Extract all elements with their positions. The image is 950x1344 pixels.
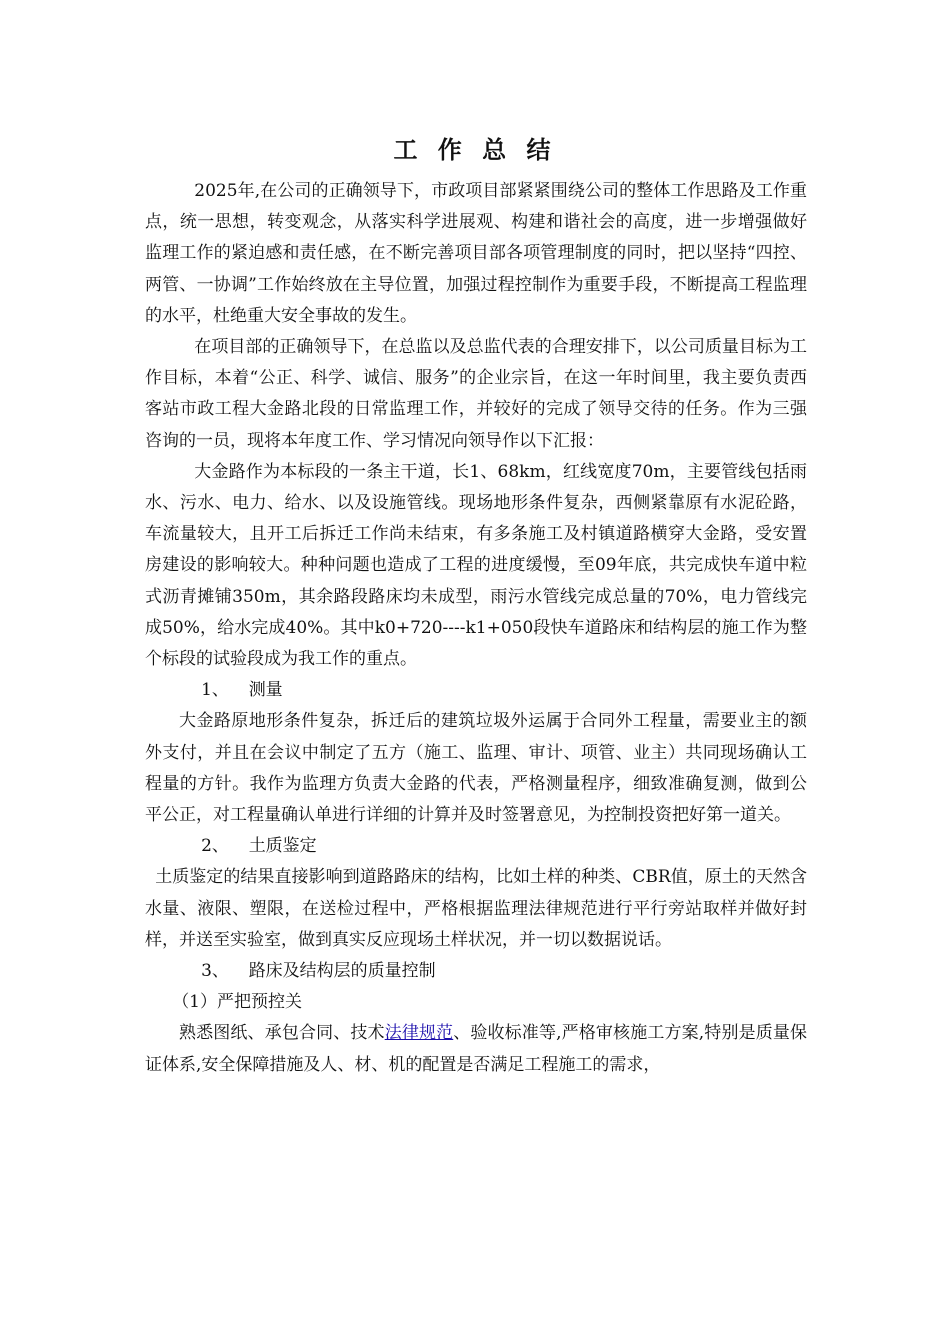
section-title: 土质鉴定: [248, 836, 317, 857]
paragraph-project: 大金路作为本标段的一条主干道，长1、68km，红线宽度70m，主要管线包括雨水、污水、电力、给水、以及设施管线。现场地形条件复杂，西侧紧靠原有水泥砼路，车流量较大，且开工后拆迁工作尚未结束，有多条施工及村镇道路横穿大金路，受安置房建设的影响较大。种种问题也造成了工程的进度缓慢，至09年底，共完成快车道中粒式沥青摊铺350m，其余路段路床均未成型，雨污水管线完成总量的70%，电力管线完成50%，给水完成40%。其中k0+720----k1+050段快车道路床和结构层的施工作为整个标段的试验段成为我工作的重点。: [145, 461, 807, 670]
paragraph-overview: 在项目部的正确领导下，在总监以及总监代表的合理安排下，以公司质量目标为工作目标，本着“公正、科学、诚信、服务”的企业宗旨，在这一年时间里，我主要负责西客站市政工程大金路北段的日常监理工作，并较好的完成了领导交待的任务。作为三强咨询的一员，现将本年度工作、学习情况向领导作以下汇报：: [145, 337, 807, 451]
section-number: 1、: [201, 680, 229, 701]
subsection-heading-precontrol: （1）严把预控关: [172, 992, 303, 1013]
section-heading-survey: [145, 675, 807, 706]
text-run: 熟悉图纸、承包合同、技术: [179, 1023, 385, 1044]
paragraph-precontrol: [145, 1018, 807, 1080]
section-heading-soil: [145, 831, 807, 862]
section-heading-quality: [145, 956, 807, 987]
legal-norms-link[interactable]: 法律规范: [384, 1023, 454, 1044]
paragraph-survey: 大金路原地形条件复杂，拆迁后的建筑垃圾外运属于合同外工程量，需要业主的额外支付，并且在会议中制定了五方（施工、监理、审计、项管、业主）共同现场确认工程量的方针。我作为监理方负责大金路的代表，严格测量程序，细致准确复测，做到公平公正，对工程量确认单进行详细的计算并及时签署意见，为控制投资把好第一道关。: [145, 711, 807, 826]
section-title: 测量: [248, 680, 283, 701]
document-title: 工 作 总 结: [393, 136, 557, 164]
section-number: 3、: [201, 961, 229, 982]
paragraph-intro: 2025年,在公司的正确领导下，市政项目部紧紧围绕公司的整体工作思路及工作重点，统一思想，转变观念，从落实科学进展观、构建和谐社会的高度，进一步增强做好监理工作的紧迫感和责任感，在不断完善项目部各项管理制度的同时，把以坚持“四控、两管、一协调”工作始终放在主导位置，加强过程控制作为重要手段，不断提高工程监理的水平，杜绝重大安全事故的发生。: [145, 181, 807, 326]
paragraph-soil: 土质鉴定的结果直接影响到道路路床的结构，比如土样的种类、CBR值，原土的天然含水量、液限、塑限，在送检过程中，严格根据监理法律规范进行平行旁站取样并做好封样，并送至实验室，做到真实反应现场土样状况，并一切以数据说话。: [145, 867, 807, 950]
text-run: 、验收标准等,严格审核施工方案,特别是质量保证体系,安全保障措施及人、材、机的配置是否满足工程施工的需求，: [145, 1023, 808, 1075]
document-body: [145, 176, 807, 1081]
section-number: 2、: [201, 836, 229, 857]
section-title: 路床及结构层的质量控制: [248, 961, 436, 982]
